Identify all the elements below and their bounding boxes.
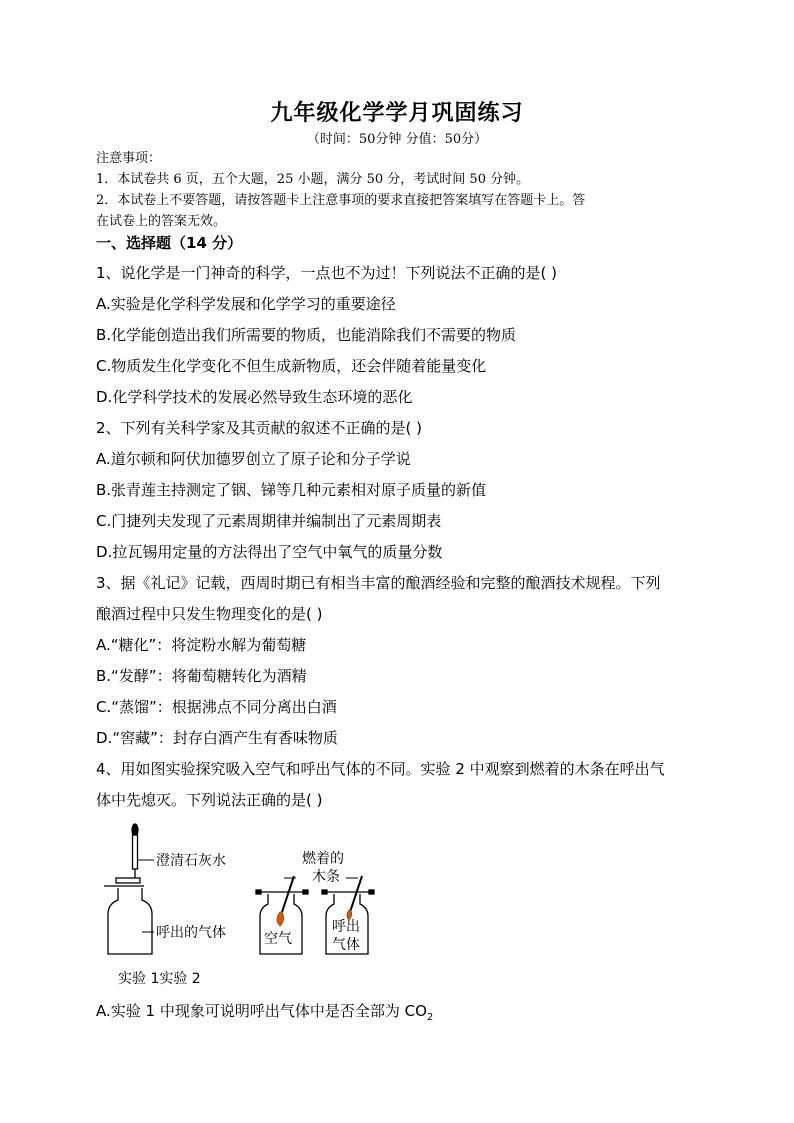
q3-option-a: A.“糖化”：将淀粉水解为葡萄糖 bbox=[96, 636, 307, 654]
label-exhaled-line2: 气体 bbox=[332, 937, 360, 953]
q4-option-a-text: A.实验 1 中现象可说明呼出气体中是否全部为 CO bbox=[96, 1002, 427, 1020]
experiment-figure bbox=[96, 820, 396, 995]
q1-stem: 1、说化学是一门神奇的科学，一点也不为过！下列说法不正确的是( ) bbox=[96, 264, 558, 282]
exam-time-score: （时间：50分钟 分值：50分） bbox=[306, 132, 488, 147]
notice-item-2: 2．本试卷上不要答题，请按答题卡上注意事项的要求直接把答案填写在答题卡上。答 bbox=[96, 193, 586, 208]
label-limewater: 澄清石灰水 bbox=[156, 853, 226, 869]
label-exhaled-line1: 呼出 bbox=[332, 919, 360, 935]
q1-option-b: B.化学能创造出我们所需要的物质，也能消除我们不需要的物质 bbox=[96, 326, 517, 344]
q4-stem-cont: 体中先熄灭。下列说法正确的是( ) bbox=[96, 791, 323, 809]
dropper-icon bbox=[132, 824, 138, 878]
gas-bottle-1 bbox=[108, 888, 152, 954]
q2-option-d: D.拉瓦锡用定量的方法得出了空气中氧气的质量分数 bbox=[96, 543, 443, 561]
q2-option-a: A.道尔顿和阿伏加德罗创立了原子论和分子学说 bbox=[96, 450, 411, 468]
label-exhaled-gas: 呼出的气体 bbox=[156, 925, 226, 941]
notice-item-1: 1．本试卷共 6 页，五个大题，25 小题，满分 50 分，考试时间 50 分钟。 bbox=[96, 172, 530, 187]
q3-option-d: D.“窖藏”：封存白酒产生有香味物质 bbox=[96, 729, 338, 747]
q3-option-b: B.“发酵”：将葡萄糖转化为酒精 bbox=[96, 667, 307, 685]
q2-option-c: C.门捷列夫发现了元素周期律并编制出了元素周期表 bbox=[96, 512, 442, 530]
label-burning-line1: 燃着的 bbox=[302, 851, 344, 867]
q3-stem: 3、据《礼记》记载，西周时期已有相当丰富的酿酒经验和完整的酿酒技术规程。下列 bbox=[96, 574, 661, 592]
burning-splint-1 bbox=[277, 876, 294, 926]
glass-plate bbox=[104, 878, 144, 886]
page-title: 九年级化学学月巩固练习 bbox=[270, 101, 524, 126]
section-heading: 一、选择题（14 分） bbox=[96, 234, 243, 252]
q3-option-c: C.“蒸馏”：根据沸点不同分离出白酒 bbox=[96, 698, 337, 716]
figure-caption: 实验 1实验 2 bbox=[118, 971, 201, 987]
label-burning-line2: 木条 bbox=[312, 869, 340, 885]
q4-option-a-subscript: 2 bbox=[426, 1012, 434, 1023]
notice-heading: 注意事项： bbox=[96, 151, 162, 166]
notice-item-2-cont: 在试卷上的答案无效。 bbox=[96, 214, 227, 229]
q1-option-a: A.实验是化学科学发展和化学学习的重要途径 bbox=[96, 295, 396, 313]
q3-stem-cont: 酿酒过程中只发生物理变化的是( ) bbox=[96, 605, 323, 623]
q2-stem: 2、下列有关科学家及其贡献的叙述不正确的是( ) bbox=[96, 419, 423, 437]
q4-stem: 4、用如图实验探究吸入空气和呼出气体的不同。实验 2 中观察到燃着的木条在呼出气 bbox=[96, 760, 665, 778]
label-air: 空气 bbox=[264, 931, 292, 947]
q2-option-b: B.张青莲主持测定了铟、锑等几种元素相对原子质量的新值 bbox=[96, 481, 487, 499]
q1-option-c: C.物质发生化学变化不但生成新物质，还会伴随着能量变化 bbox=[96, 357, 487, 375]
q1-option-d: D.化学科学技术的发展必然导致生态环境的恶化 bbox=[96, 388, 413, 406]
q4-option-a bbox=[96, 1000, 706, 1023]
